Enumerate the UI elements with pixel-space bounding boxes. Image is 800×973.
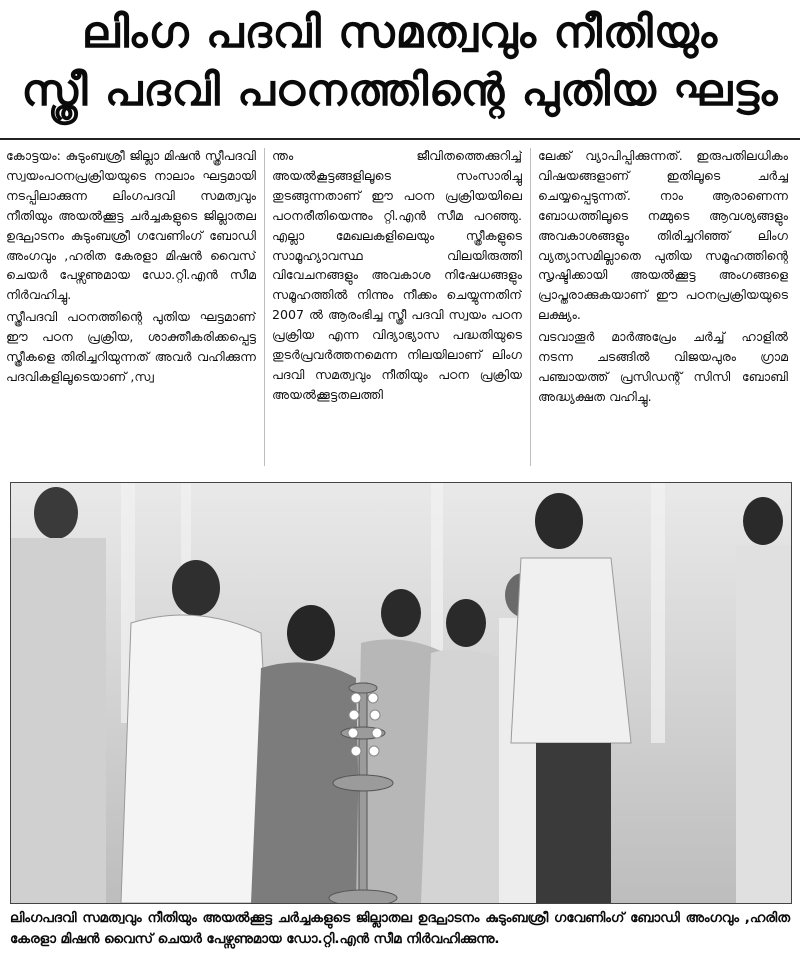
article-paragraph: സ്ത്രീപദവി പഠനത്തിന്റെ പുതിയ ഘട്ടമാണ് ഈ പഠന പ്രക്രിയ, ശാക്തീകരിക്കപ്പെട്ട സ്ത്രീകളെ തിരിച്ചറിയുന്നത് അവർ വഹിക്കുന്ന പദവികളിലൂടെയാണ് ,സ്വ — [6, 309, 256, 384]
article-paragraph: ന്തം ജീവിതത്തെക്കുറിച്ച് അയൽകൂട്ടങ്ങളിലൂടെ സംസാരിച്ചു തുടങ്ങുന്നതാണ് ഈ പഠന പ്രക്രിയയിലെ പഠനരീതിയെന്നും റ്റി.എൻ സീമ പറഞ്ഞു. എല്ലാ മേഖലകളിലെയും സ്ത്രീകളുടെ സാമൂഹ്യാവസ്ഥ വിലയിരുത്തി വിവേചനങ്ങളും അവകാശ നിഷേധങ്ങളും സമൂഹത്തിൽ നിന്നും നീക്കം ചെയ്യുന്നതിന് 2007 ൽ ആരംഭിച്ച സ്ത്രീ പദവി സ്വയം പഠന പ്രക്രിയ എന്ന വിദ്യാഭ്യാസ പദ്ധതിയുടെ തുടർപ്രവർത്തനമെന്ന നിലയിലാണ് ലിംഗ പദവി സമത്വവും നീതിയും പഠന പ്രക്രിയ അയൽക്കൂട്ടതലത്തി — [272, 148, 522, 402]
event-photo — [10, 482, 792, 904]
headline-line-2: സ്ത്രീ പദവി പഠനത്തിന്റെ പുതിയ ഘട്ടം — [21, 65, 779, 116]
article-paragraph: വടവാതൂർ മാർഅപ്രേം ചർച്ച് ഹാളിൽ നടന്ന ചടങ്ങിൽ വിജയപുരം ഗ്രാമ പഞ്ചായത്ത് പ്രസിഡന്റ് സിസി ബോബി അദ്ധ്യക്ഷത വഹിച്ചു. — [538, 329, 788, 404]
person-figure — [11, 487, 106, 903]
article-paragraph: ലേക്ക് വ്യാപിപ്പിക്കുന്നത്. ഇരുപതിലധികം വിഷയങ്ങളാണ് ഇതിലൂടെ ചർച്ച ചെയ്യപ്പെടുന്നത്. നാം ആരാണെന്ന ബോധത്തിലൂടെ നമ്മുടെ ആവശ്യങ്ങളും അവകാശങ്ങളും തിരിച്ചറിഞ്ഞ് ലിംഗ വ്യത്യാസമില്ലാതെ പുതിയ സമൂഹത്തിന്റെ സൃഷ്ടിക്കായി അയൽക്കൂട്ട അംഗങ്ങളെ പ്രാപ്തരാക്കുകയാണ് ഈ പഠനപ്രക്രിയയുടെ ലക്ഷ്യം. — [538, 148, 788, 323]
column-divider — [264, 148, 265, 466]
event-photo-illustration — [11, 483, 791, 903]
photo-caption: ലിംഗപദവി സമത്വവും നീതിയും അയൽക്കൂട്ട ചർച്ചകളുടെ ജില്ലാതല ഉദ്ഘാടനം കുടുംബശ്രീ ഗവേണിംഗ് ബോഡി അംഗവും ,ഹരിത കേരളാ മിഷൻ വൈസ് ചെയർ പേഴ്സണുമായ ഡോ.റ്റി.എൻ സീമ നിർവഹിക്കുന്നു. — [10, 911, 790, 947]
person-figure — [736, 497, 791, 903]
article-column-2 — [272, 146, 522, 476]
article-column-3 — [538, 146, 788, 476]
headline-rule — [0, 138, 800, 140]
article-paragraph: കോട്ടയം: കുടുംബശ്രീ ജില്ലാ മിഷൻ സ്ത്രീപദവി സ്വയംപഠനപ്രക്രിയയുടെ നാലാം ഘട്ടമായി നടപ്പിലാക്കുന്ന ലിംഗപദവി സമത്വവും നീതിയും അയൽക്കൂട്ട ചർച്ചകളുടെ ജില്ലാതല ഉദ്ഘാടനം കുടുംബശ്രീ ഗവേണിംഗ് ബോഡി അംഗവും ,ഹരിത കേരളാ മിഷൻ വൈസ് ചെയർ പേഴ്സണുമായ ഡോ.റ്റി.എൻ സീമ നിർവഹിച്ചു. — [6, 148, 256, 303]
column-divider — [530, 148, 531, 466]
article-column-1 — [6, 146, 256, 476]
headline — [0, 4, 800, 120]
headline-line-1: ലിംഗ പദവി സമത്വവും നീതിയും — [81, 7, 719, 58]
